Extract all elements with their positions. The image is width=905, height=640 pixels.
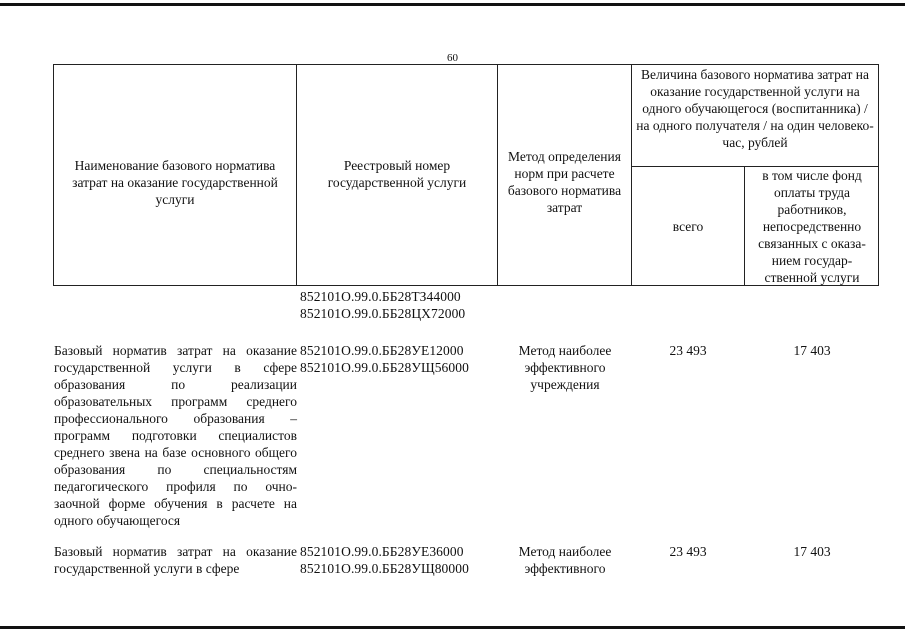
table-row-1-name: Базовый норматив затрат на оказание государственной услуги в сфере образования по реализации образовательных программ среднего профессионального образования – программ подготовки специалистов среднего звена на базе основного общего образования по специальностям педагогического профиля по очно-заочной форме обучения в расчете на одного обучающегося [54, 343, 297, 528]
header-col-group-text: Величина базового норматива затрат на оказание государственной услуги на одного обучающегося (воспитанника) / на одного получателя / на один человеко-час, рублей [636, 67, 874, 150]
table-row-1-total: 23 493 [669, 343, 707, 358]
header-col-name-text: Наименование базового норматива затрат на оказание государственной услуги [72, 158, 278, 207]
top-border-rule [0, 3, 905, 6]
table-row-2-codes [300, 543, 500, 577]
header-col-fund-text: в том числе фонд оплаты труда работников, непосредственно связанных с оказа-нием государ-ственной услуги [758, 168, 866, 285]
registry-code: 852101О.99.0.ББ28ТЗ44000 [300, 289, 461, 304]
header-col-group [632, 66, 878, 151]
header-col-total-text: всего [672, 219, 704, 234]
header-col-registry-text: Реестровый номер государственной услуги [327, 158, 467, 190]
registry-code: 852101О.99.0.ББ28УЩ80000 [300, 561, 469, 576]
table-row-2-method: Метод наиболее эффективного [518, 544, 612, 576]
registry-code: 852101О.99.0.ББ28УЩ56000 [300, 360, 469, 375]
header-col-fund [745, 167, 879, 286]
page-number: 60 [447, 52, 458, 64]
table-row-1-fund: 17 403 [793, 343, 831, 358]
header-col-registry [297, 157, 497, 191]
header-col-method-text: Метод определения норм при расчете базового норматива затрат [507, 149, 622, 215]
table-row-2-total: 23 493 [669, 544, 707, 559]
table-row-2-name: Базовый норматив затрат на оказание государственной услуги в сфере [54, 544, 297, 576]
header-col-total [632, 218, 744, 235]
bottom-border-rule [0, 626, 905, 629]
registry-code: 852101О.99.0.ББ28ЦХ72000 [300, 306, 466, 321]
table-row-1-method: Метод наиболее эффективного учреждения [518, 343, 612, 392]
table-row-1-codes [300, 342, 500, 376]
registry-code: 852101О.99.0.ББ28УЕ36000 [300, 544, 464, 559]
header-col-name [54, 157, 296, 208]
registry-code: 852101О.99.0.ББ28УЕ12000 [300, 343, 464, 358]
table-row-2-fund: 17 403 [793, 544, 831, 559]
header-col-method [498, 148, 631, 216]
continuation-codes [300, 288, 500, 322]
